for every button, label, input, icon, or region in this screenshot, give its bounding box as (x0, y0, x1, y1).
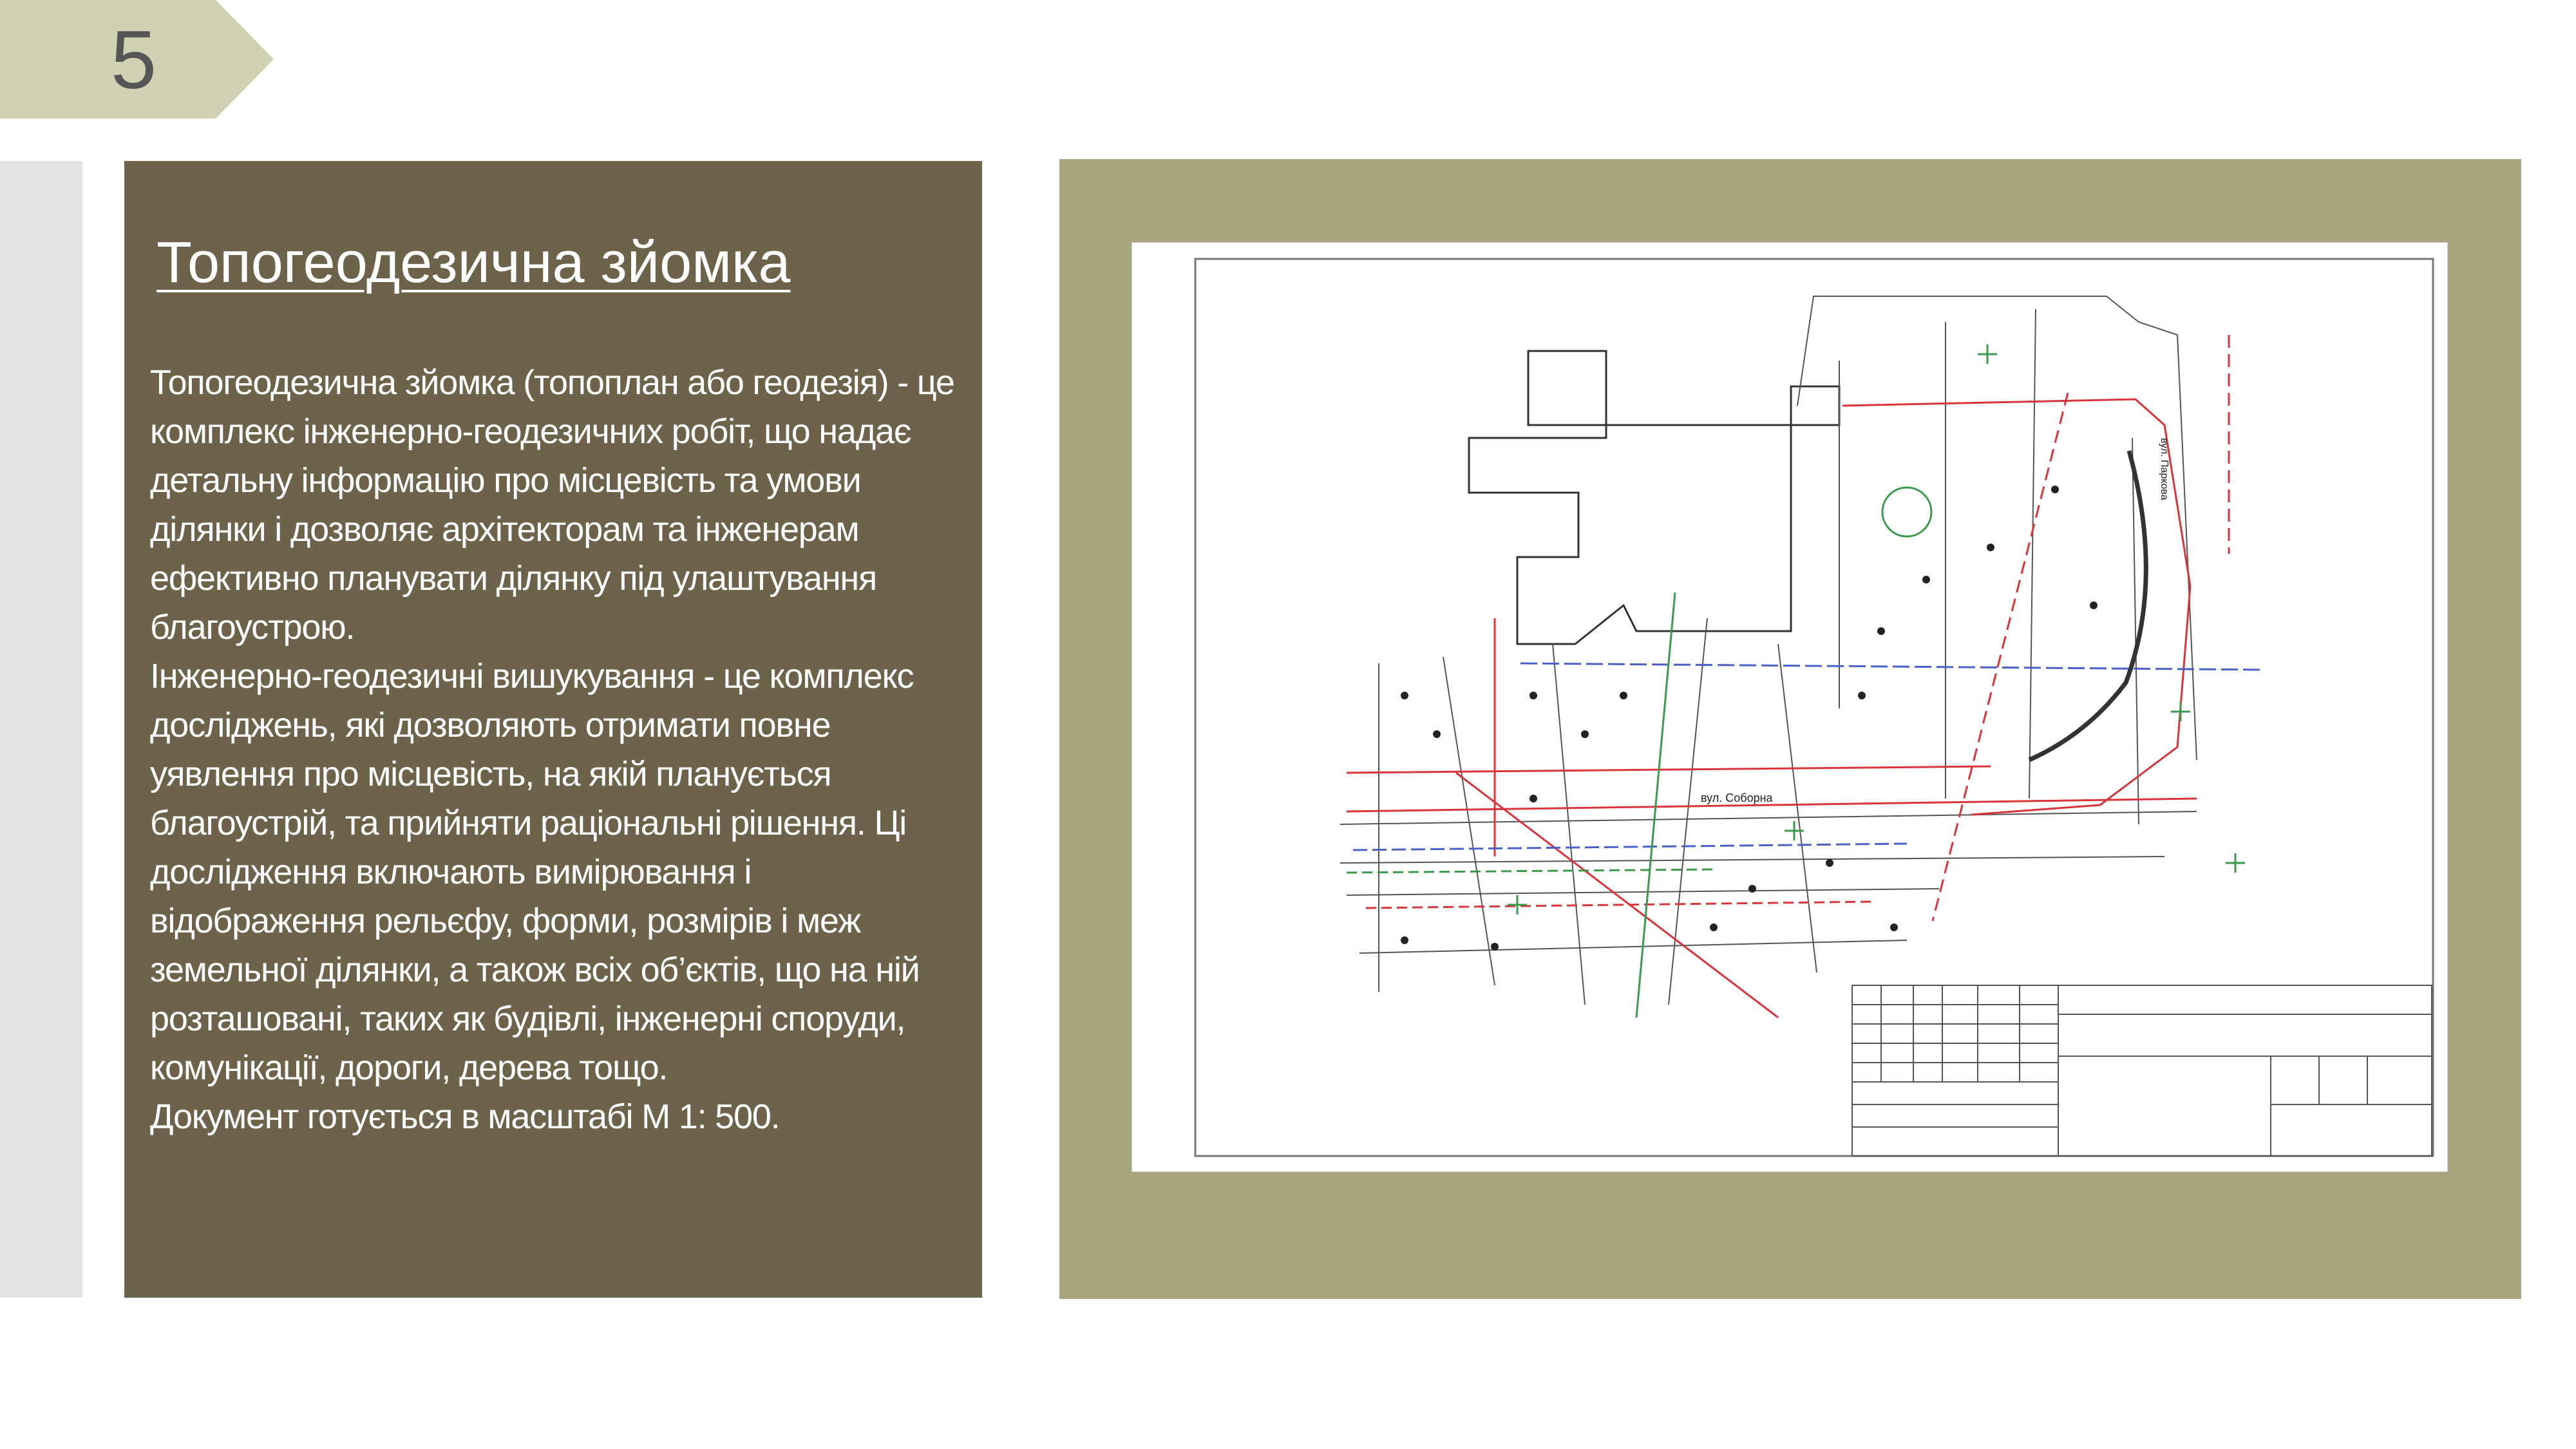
body-paragraph: Документ готується в масштабі М 1: 500. (150, 1097, 780, 1136)
green-utility-lines (1347, 488, 1931, 1018)
road-curve (2029, 451, 2146, 760)
survey-points (1401, 486, 2098, 951)
panel-title: Топогеодезична зйомка (156, 231, 791, 295)
building-outline (1469, 351, 1839, 644)
drawing-frame (1195, 259, 2433, 1156)
image-panel (1059, 159, 2521, 1299)
body-paragraph: Топогеодезична зйомка (топоплан або геодезія) - це комплекс інженерно-геодезичних робіт, що надає детальну інформацію про місцевість та умови ділянки і дозволяє архітекторам та інженерам ефективно планувати ділянку під улаштування благоустрою. (150, 363, 954, 647)
title-block (1852, 985, 2432, 1156)
text-panel (124, 161, 982, 1298)
decorative-strip (0, 161, 82, 1298)
grid-crosses (1508, 345, 2245, 914)
body-paragraph: Інженерно-геодезичні вишукування - це комплекс досліджень, які дозволяють отримати повне уявлення про місцевість, на якій планується благоустрій, та прийняти раціональні рішення. Ці дослідження включають вимірювання і відображення рельєфу, форми, розмірів і меж земельної ділянки, а також всіх об’єктів, що на ній розташовані, таких як будівлі, інженерні споруди, комунікації, дороги, дерева тощо. (150, 657, 920, 1087)
street-label-sobornа: вул. Соборна (1701, 791, 1773, 804)
survey-lines (1340, 296, 2197, 1005)
topographic-survey-drawing (1132, 243, 2447, 1171)
street-label-parkova: вул. Паркова (2159, 438, 2170, 500)
slide-number: 5 (111, 14, 157, 106)
panel-body (150, 358, 956, 1141)
survey-plan-svg (1134, 245, 2445, 1170)
